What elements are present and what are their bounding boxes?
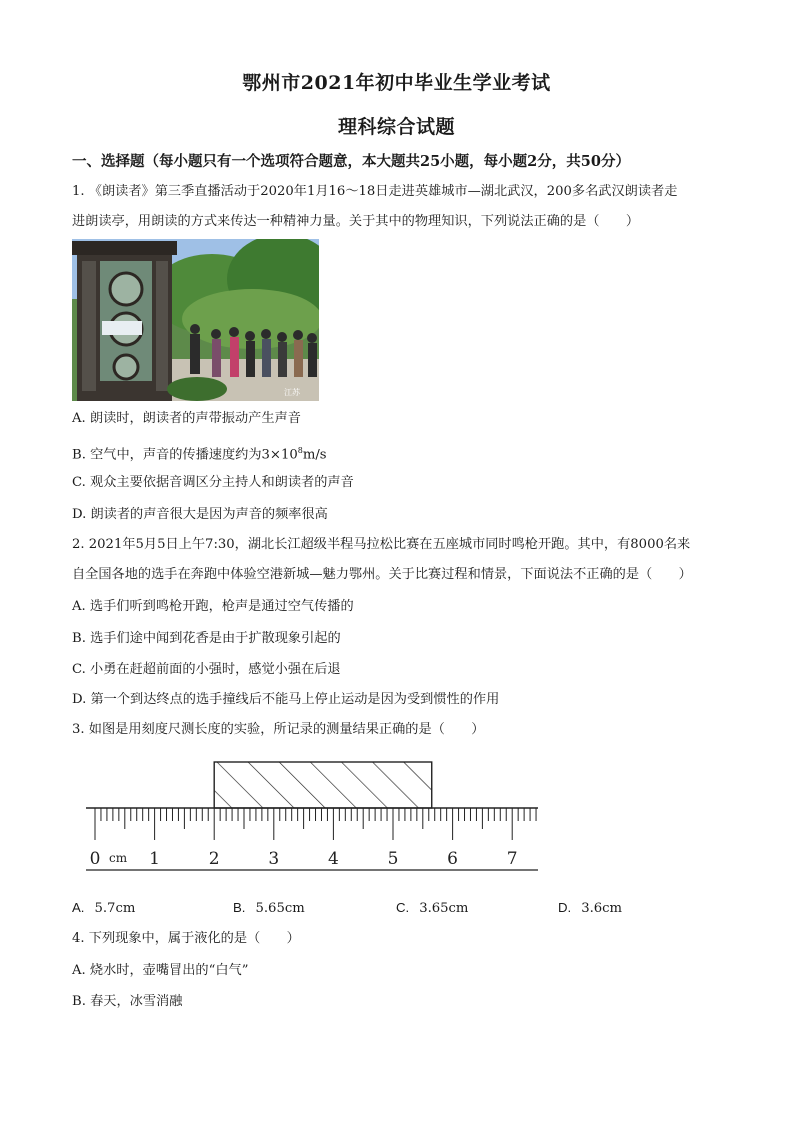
- q2-option-c: C. 小勇在赶超前面的小强时，感觉小强在后退: [72, 662, 341, 677]
- q2-stem-line2: 自全国各地的选手在奔跑中体验空港新城—魅力鄂州。关于比赛过程和情景，下面说法不正确的是（ ）: [72, 567, 692, 582]
- q4-option-a: A. 烧水时，壶嘴冒出的“白气”: [72, 963, 249, 978]
- ruler-label: 5: [387, 849, 399, 869]
- q2-stem-line1: 2. 2021年5月5日上午7:30，湖北长江超级半程马拉松比赛在五座城市同时鸣枪开跑。其中，有8000名来: [72, 537, 691, 552]
- q1-stem-line2: 进朗读亭，用朗读的方式来传达一种精神力量。关于其中的物理知识，下列说法正确的是（ ）: [72, 214, 640, 229]
- ruler-label: 6: [447, 849, 459, 869]
- q2-option-a: A. 选手们听到鸣枪开跑，枪声是通过空气传播的: [72, 599, 354, 614]
- ruler-label: 3: [268, 849, 280, 869]
- ruler-unit: cm: [109, 851, 128, 865]
- q1-photo-reading-booth: [72, 239, 319, 401]
- q1-stem-line1: 1. 《朗读者》第三季直播活动于2020年1月16～18日走进英雄城市—湖北武汉，200多名武汉朗读者走: [72, 184, 678, 199]
- ruler-label: 4: [327, 849, 339, 869]
- q3-stem: 3. 如图是用刻度尺测长度的实验，所记录的测量结果正确的是（ ）: [72, 722, 485, 737]
- q1-option-a: A. 朗读时，朗读者的声带振动产生声音: [72, 411, 301, 426]
- q2-option-d: D. 第一个到达终点的选手撞线后不能马上停止运动是因为受到惯性的作用: [72, 692, 500, 707]
- q3-option-a: A. 5.7cm: [72, 900, 136, 916]
- q4-option-b: B. 春天，冰雪消融: [72, 994, 183, 1009]
- measured-object: [214, 762, 432, 808]
- photo-watermark: 江苏: [284, 388, 300, 397]
- q1-option-c: C. 观众主要依据音调区分主持人和朗读者的声音: [72, 475, 354, 490]
- q3-option-b: B. 5.65cm: [233, 900, 305, 916]
- ruler-label: 0: [89, 849, 101, 869]
- q1-option-b: B. 空气中，声音的传播速度约为$3\times 10^8m/s$: [72, 446, 327, 463]
- q1-option-d: D. 朗读者的声音很大是因为声音的频率很高: [72, 507, 328, 522]
- exam-title: 鄂州市2021年初中毕业生学业考试: [242, 72, 551, 94]
- section-heading: 一、选择题（每小题只有一个选项符合题意，本大题共25小题，每小题2分，共50分）: [72, 153, 630, 170]
- q4-stem: 4. 下列现象中，属于液化的是（ ）: [72, 931, 300, 946]
- q3-option-d: D. 3.6cm: [558, 900, 623, 916]
- ruler-label: 1: [149, 849, 161, 869]
- q2-option-b: B. 选手们途中闻到花香是由于扩散现象引起的: [72, 631, 341, 646]
- ruler-label: 2: [208, 849, 220, 869]
- q3-ruler-diagram: [86, 756, 542, 874]
- exam-subtitle: 理科综合试题: [337, 116, 455, 138]
- q3-option-c: C. 3.65cm: [396, 900, 469, 916]
- ruler-label: 7: [506, 849, 518, 869]
